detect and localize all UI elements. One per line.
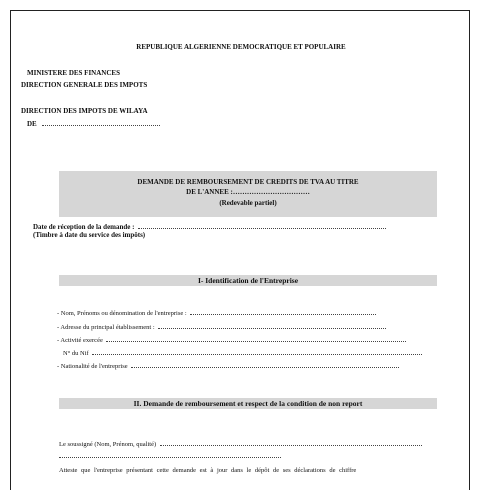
- field-name: [57, 308, 376, 317]
- field-name-dotted-line: [190, 308, 376, 315]
- undersigned-label: Le soussigné (Nom, Prénom, qualité): [59, 441, 157, 448]
- de-dotted-line: [42, 119, 160, 126]
- field-nif-label: N° du Nif: [63, 350, 89, 357]
- field-activity-dotted-line: [106, 335, 406, 342]
- reception-date-field: [33, 222, 386, 231]
- reception-date-label: Date de réception de la demande :: [33, 223, 135, 231]
- undersigned-dotted-line: [160, 439, 422, 446]
- attestation-text: Atteste que l'entreprise présentant cette demande est à jour dans le dépôt de ses déclarations de chiffre: [59, 467, 357, 474]
- undersigned-field: [59, 439, 422, 448]
- reception-date-dotted-line: [138, 222, 386, 229]
- republic-heading: REPUBLIQUE ALGERIENNE DEMOCRATIQUE ET POPULAIRE: [136, 43, 346, 51]
- field-nif-dotted-line: [92, 348, 422, 355]
- title-line-3: (Redevable partiel): [219, 199, 277, 207]
- undersigned-continuation-line: [59, 457, 281, 458]
- field-address-label: - Adresse du principal établissement :: [57, 324, 155, 331]
- field-activity: [57, 335, 406, 344]
- de-label: DE: [27, 120, 37, 128]
- section-1-header: [59, 275, 437, 286]
- directorate-label: DIRECTION GENERALE DES IMPOTS: [21, 81, 148, 89]
- title-line-2: DE L'ANNEE :……………………………: [186, 188, 310, 196]
- title-box: [59, 171, 437, 217]
- field-activity-label: - Activité exercée: [57, 337, 103, 344]
- de-field: [27, 119, 160, 128]
- section-1-title: I- Identification de l'Entreprise: [197, 276, 299, 285]
- section-2-header: [59, 398, 437, 409]
- wilaya-label: DIRECTION DES IMPOTS DE WILAYA: [21, 107, 148, 115]
- ministry-label: MINISTERE DES FINANCES: [27, 69, 120, 77]
- field-nationality: [57, 361, 399, 370]
- field-name-label: - Nom, Prénoms ou dénomination de l'entreprise :: [57, 310, 187, 317]
- field-nationality-label: - Nationalité de l'entreprise: [57, 363, 128, 370]
- field-nif: [63, 348, 422, 357]
- field-address: [57, 322, 386, 331]
- section-2-title: II. Demande de remboursement et respect de la condition de non report: [133, 399, 363, 408]
- document-page: [10, 10, 470, 490]
- title-line-1: DEMANDE DE REMBOURSEMENT DE CREDITS DE TVA AU TITRE: [137, 178, 359, 186]
- field-nationality-dotted-line: [131, 361, 399, 368]
- stamp-label: (Timbre à date du service des impôts): [33, 231, 146, 239]
- field-address-dotted-line: [158, 322, 386, 329]
